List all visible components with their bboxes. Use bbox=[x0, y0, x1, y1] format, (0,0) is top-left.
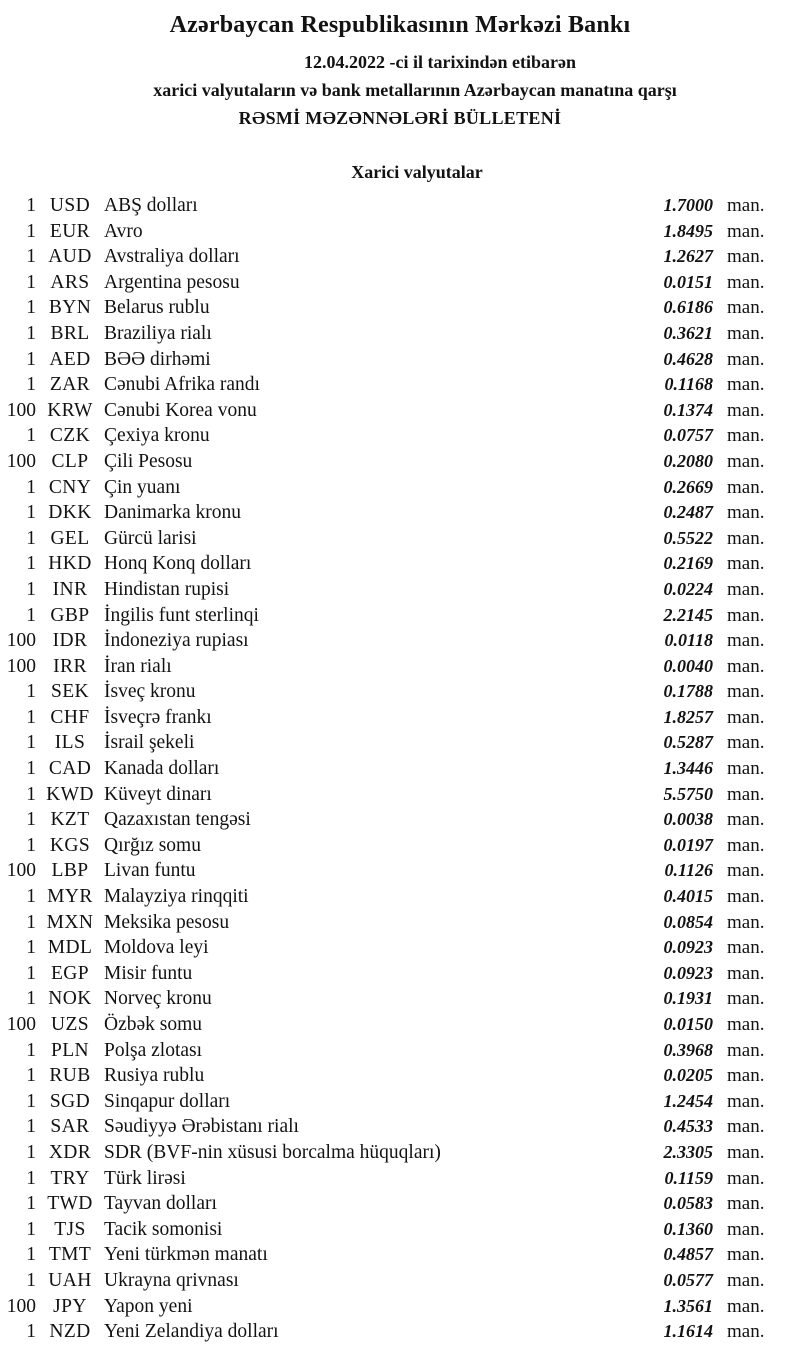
currency-quantity: 1 bbox=[26, 246, 36, 268]
currency-code: UAH bbox=[48, 1269, 92, 1291]
unit-label: man. bbox=[727, 374, 765, 396]
rate-row-twd bbox=[0, 1191, 800, 1217]
rate-value: 0.5522 bbox=[663, 527, 713, 548]
rate-value: 1.8495 bbox=[663, 220, 713, 241]
currency-name: Argentina pesosu bbox=[104, 271, 240, 293]
currency-name: Norveç kronu bbox=[104, 988, 212, 1010]
currency-quantity: 1 bbox=[26, 1141, 36, 1163]
currency-name: Qazaxıstan tengəsi bbox=[104, 809, 251, 831]
currency-name: İsveçrə frankı bbox=[104, 706, 212, 728]
rate-value: 0.1360 bbox=[663, 1218, 713, 1239]
rate-row-egp bbox=[0, 961, 800, 987]
currency-name: Rusiya rublu bbox=[104, 1065, 205, 1087]
rate-row-brl bbox=[0, 321, 800, 347]
currency-name: İsrail şekeli bbox=[104, 732, 195, 754]
rate-value: 0.0118 bbox=[664, 630, 713, 651]
currency-quantity: 100 bbox=[6, 1295, 36, 1317]
currency-code: SAR bbox=[50, 1116, 90, 1138]
currency-quantity: 1 bbox=[26, 1090, 36, 1112]
currency-code: CAD bbox=[48, 758, 92, 780]
currency-code: KZT bbox=[50, 809, 90, 831]
currency-quantity: 100 bbox=[6, 630, 36, 652]
unit-label: man. bbox=[727, 758, 765, 780]
rate-value: 1.7000 bbox=[663, 195, 713, 215]
rate-row-cad bbox=[0, 756, 800, 782]
rate-value: 0.0923 bbox=[663, 937, 713, 958]
currency-name: İran rialı bbox=[104, 655, 172, 677]
rate-value: 1.3561 bbox=[663, 1295, 713, 1316]
unit-label: man. bbox=[727, 604, 765, 626]
rate-value: 0.2669 bbox=[663, 476, 713, 497]
unit-label: man. bbox=[727, 783, 765, 805]
currency-code: ZAR bbox=[49, 374, 91, 396]
unit-label: man. bbox=[727, 1039, 765, 1061]
currency-code: IDR bbox=[52, 630, 88, 652]
currency-code: KWD bbox=[46, 783, 94, 805]
rate-row-tjs bbox=[0, 1217, 800, 1243]
currency-name: Tacik somonisi bbox=[104, 1218, 223, 1240]
unit-label: man. bbox=[727, 1090, 765, 1112]
rate-value: 5.5750 bbox=[663, 783, 713, 804]
subtitle-line: xarici valyutaların və bank metallarının Azərbaycan manatına qarşı bbox=[153, 80, 677, 100]
unit-label: man. bbox=[727, 1141, 765, 1163]
currency-code: TRY bbox=[50, 1167, 90, 1189]
rate-value: 0.3968 bbox=[663, 1039, 713, 1060]
unit-label: man. bbox=[727, 527, 765, 549]
unit-label: man. bbox=[727, 1014, 765, 1035]
currency-code: GBP bbox=[50, 604, 90, 626]
currency-code: DKK bbox=[48, 502, 92, 524]
currency-name: Çexiya kronu bbox=[104, 425, 210, 447]
currency-quantity: 1 bbox=[26, 578, 36, 600]
currency-code: JPY bbox=[53, 1295, 87, 1317]
currency-quantity: 100 bbox=[6, 1014, 36, 1035]
currency-code: IRR bbox=[53, 655, 87, 677]
unit-label: man. bbox=[727, 962, 765, 984]
currency-quantity: 1 bbox=[26, 271, 36, 293]
currency-name: Küveyt dinarı bbox=[104, 783, 212, 805]
currency-quantity: 1 bbox=[26, 1218, 36, 1240]
currency-quantity: 1 bbox=[26, 834, 36, 856]
currency-name: Hindistan rupisi bbox=[104, 578, 230, 600]
currency-code: SGD bbox=[49, 1090, 91, 1112]
currency-name: Avstraliya dolları bbox=[104, 246, 240, 268]
unit-label: man. bbox=[727, 553, 765, 575]
rate-value: 0.1374 bbox=[663, 399, 713, 420]
currency-name: Yeni Zelandiya dolları bbox=[104, 1321, 279, 1343]
currency-quantity: 100 bbox=[6, 655, 36, 677]
currency-name: Braziliya rialı bbox=[104, 322, 212, 344]
currency-quantity: 1 bbox=[26, 374, 36, 396]
currency-name: ABŞ dolları bbox=[104, 195, 198, 216]
rate-value: 0.0583 bbox=[663, 1193, 713, 1214]
currency-name: Cənubi Afrika randı bbox=[104, 374, 260, 396]
rate-value: 0.5287 bbox=[663, 732, 713, 753]
rate-value: 0.1168 bbox=[664, 374, 713, 395]
unit-label: man. bbox=[727, 732, 765, 754]
currency-name: Yapon yeni bbox=[104, 1295, 193, 1317]
currency-name: Tayvan dolları bbox=[104, 1193, 217, 1215]
unit-label: man. bbox=[727, 860, 765, 882]
currency-quantity: 1 bbox=[26, 809, 36, 831]
currency-name: SDR (BVF-nin xüsusi borcalma hüquqları) bbox=[104, 1141, 441, 1163]
currency-quantity: 1 bbox=[26, 1321, 36, 1343]
rate-row-hkd bbox=[0, 551, 800, 577]
currency-code: ILS bbox=[54, 732, 86, 754]
unit-label: man. bbox=[727, 886, 765, 908]
rate-row-uah bbox=[0, 1268, 800, 1294]
currency-name: Yeni türkmən manatı bbox=[104, 1244, 268, 1266]
rate-value: 0.3621 bbox=[663, 322, 713, 343]
rate-value: 0.0224 bbox=[663, 578, 713, 599]
unit-label: man. bbox=[727, 297, 765, 319]
currency-code: BYN bbox=[48, 297, 92, 319]
currency-name: Avro bbox=[104, 220, 143, 242]
currency-name: İngilis funt sterlinqi bbox=[104, 604, 259, 626]
rate-value: 0.0577 bbox=[663, 1269, 713, 1290]
section-title-foreign-currencies: Xarici valyutalar bbox=[351, 162, 483, 182]
currency-code: AUD bbox=[48, 246, 92, 268]
currency-name: Danimarka kronu bbox=[104, 502, 241, 524]
rate-value: 0.2169 bbox=[663, 553, 713, 574]
currency-quantity: 1 bbox=[26, 1244, 36, 1266]
rate-value: 0.0923 bbox=[663, 962, 713, 983]
rate-row-nok bbox=[0, 986, 800, 1012]
currency-code: XDR bbox=[48, 1141, 92, 1163]
rate-row-inr bbox=[0, 577, 800, 603]
rate-row-gbp bbox=[0, 603, 800, 629]
currency-code: GEL bbox=[50, 527, 90, 549]
rate-row-czk bbox=[0, 423, 800, 449]
currency-code: MXN bbox=[46, 911, 94, 933]
currency-code: CNY bbox=[48, 476, 92, 498]
unit-label: man. bbox=[727, 322, 765, 344]
currency-name: Ukrayna qrivnası bbox=[104, 1269, 239, 1291]
unit-label: man. bbox=[727, 937, 765, 959]
currency-quantity: 1 bbox=[26, 783, 36, 805]
currency-code: USD bbox=[49, 195, 91, 216]
rate-row-eur bbox=[0, 219, 800, 245]
rate-row-rub bbox=[0, 1063, 800, 1089]
rate-value: 0.1788 bbox=[663, 681, 713, 702]
rate-value: 0.0040 bbox=[663, 655, 713, 676]
currency-quantity: 1 bbox=[26, 1167, 36, 1189]
rate-value: 2.3305 bbox=[663, 1141, 713, 1162]
currency-name: Livan funtu bbox=[104, 860, 196, 882]
currency-quantity: 1 bbox=[26, 527, 36, 549]
currency-code: SEK bbox=[50, 681, 90, 703]
rate-value: 0.4015 bbox=[663, 886, 713, 907]
unit-label: man. bbox=[727, 706, 765, 728]
currency-quantity: 1 bbox=[26, 322, 36, 344]
rate-value: 2.2145 bbox=[663, 604, 713, 625]
rate-row-ils bbox=[0, 730, 800, 756]
rate-row-aud bbox=[0, 244, 800, 270]
currency-code: LBP bbox=[51, 860, 89, 882]
currency-code: EGP bbox=[50, 962, 90, 984]
currency-name: İndoneziya rupiası bbox=[104, 630, 249, 652]
rate-row-dkk bbox=[0, 500, 800, 526]
currency-code: KGS bbox=[49, 834, 91, 856]
currency-name: Qırğız somu bbox=[104, 834, 201, 856]
currency-code: NOK bbox=[48, 988, 92, 1010]
currency-code: ARS bbox=[50, 271, 90, 293]
rate-row-byn bbox=[0, 295, 800, 321]
currency-quantity: 1 bbox=[26, 425, 36, 447]
unit-label: man. bbox=[727, 655, 765, 677]
currency-quantity: 1 bbox=[26, 476, 36, 498]
currency-quantity: 1 bbox=[26, 502, 36, 524]
currency-name: Malayziya rinqqiti bbox=[104, 886, 249, 908]
rate-value: 0.2487 bbox=[663, 502, 713, 523]
currency-code: TWD bbox=[47, 1193, 93, 1215]
currency-quantity: 1 bbox=[26, 732, 36, 754]
unit-label: man. bbox=[727, 911, 765, 933]
currency-name: Kanada dolları bbox=[104, 758, 220, 780]
rate-value: 0.1931 bbox=[663, 988, 713, 1009]
rate-value: 0.4533 bbox=[663, 1116, 713, 1137]
rate-value: 0.4857 bbox=[663, 1244, 713, 1265]
currency-code: MYR bbox=[47, 886, 93, 908]
currency-quantity: 1 bbox=[26, 1193, 36, 1215]
rate-row-lbp bbox=[0, 858, 800, 884]
currency-name: Özbək somu bbox=[104, 1014, 203, 1035]
currency-name: Misir funtu bbox=[104, 962, 193, 984]
rate-row-chf bbox=[0, 705, 800, 731]
currency-code: EUR bbox=[49, 220, 91, 242]
unit-label: man. bbox=[727, 502, 765, 524]
currency-quantity: 1 bbox=[26, 706, 36, 728]
unit-label: man. bbox=[727, 578, 765, 600]
rate-row-xdr bbox=[0, 1140, 800, 1166]
rate-row-kgs bbox=[0, 833, 800, 859]
unit-label: man. bbox=[727, 1193, 765, 1215]
exchange-rates-table bbox=[0, 193, 800, 1345]
unit-label: man. bbox=[727, 1244, 765, 1266]
currency-code: PLN bbox=[50, 1039, 90, 1061]
rate-row-nzd bbox=[0, 1319, 800, 1345]
currency-quantity: 1 bbox=[26, 1065, 36, 1087]
currency-quantity: 1 bbox=[26, 1039, 36, 1061]
currency-name: Səudiyyə Ərəbistanı rialı bbox=[104, 1116, 299, 1138]
currency-quantity: 1 bbox=[26, 758, 36, 780]
currency-code: TJS bbox=[54, 1218, 86, 1240]
currency-code: UZS bbox=[50, 1014, 90, 1035]
rate-value: 0.4628 bbox=[663, 348, 713, 369]
unit-label: man. bbox=[727, 988, 765, 1010]
currency-code: MDL bbox=[47, 937, 93, 959]
currency-name: BƏƏ dirhəmi bbox=[104, 348, 211, 370]
rate-value: 0.6186 bbox=[663, 297, 713, 318]
rate-row-krw bbox=[0, 398, 800, 424]
rate-value: 1.3446 bbox=[663, 758, 713, 779]
unit-label: man. bbox=[727, 630, 765, 652]
rate-row-idr bbox=[0, 628, 800, 654]
rate-value: 0.1126 bbox=[664, 860, 713, 881]
currency-name: Meksika pesosu bbox=[104, 911, 230, 933]
unit-label: man. bbox=[727, 348, 765, 370]
bulletin-header bbox=[0, 0, 800, 132]
rate-row-usd bbox=[0, 193, 800, 219]
rate-value: 0.1159 bbox=[664, 1167, 713, 1188]
rate-row-jpy bbox=[0, 1294, 800, 1320]
currency-quantity: 1 bbox=[26, 1269, 36, 1291]
currency-code: BRL bbox=[50, 322, 90, 344]
rate-value: 0.0197 bbox=[663, 834, 713, 855]
currency-code: INR bbox=[52, 578, 88, 600]
currency-code: NZD bbox=[49, 1321, 91, 1343]
currency-quantity: 1 bbox=[26, 937, 36, 959]
rate-row-mdl bbox=[0, 935, 800, 961]
unit-label: man. bbox=[727, 834, 765, 856]
currency-quantity: 1 bbox=[26, 911, 36, 933]
currency-quantity: 1 bbox=[26, 220, 36, 242]
unit-label: man. bbox=[727, 681, 765, 703]
currency-name: Moldova leyi bbox=[104, 937, 209, 959]
currency-quantity: 1 bbox=[26, 195, 36, 216]
currency-name: Cənubi Korea vonu bbox=[104, 399, 257, 421]
currency-name: Çin yuanı bbox=[104, 476, 181, 498]
currency-name: Polşa zlotası bbox=[104, 1039, 203, 1061]
rate-row-myr bbox=[0, 884, 800, 910]
unit-label: man. bbox=[727, 246, 765, 268]
currency-name: Türk lirəsi bbox=[104, 1167, 186, 1189]
currency-quantity: 1 bbox=[26, 962, 36, 984]
currency-quantity: 1 bbox=[26, 886, 36, 908]
unit-label: man. bbox=[727, 1116, 765, 1138]
currency-code: KRW bbox=[47, 399, 93, 421]
currency-code: RUB bbox=[49, 1065, 91, 1087]
rate-row-pln bbox=[0, 1038, 800, 1064]
rate-row-gel bbox=[0, 526, 800, 552]
unit-label: man. bbox=[727, 271, 765, 293]
unit-label: man. bbox=[727, 1218, 765, 1240]
unit-label: man. bbox=[727, 1065, 765, 1087]
currency-code: HKD bbox=[48, 553, 92, 575]
currency-quantity: 1 bbox=[26, 604, 36, 626]
rate-value: 0.0757 bbox=[663, 425, 713, 446]
unit-label: man. bbox=[727, 450, 765, 472]
rate-value: 0.0150 bbox=[663, 1014, 713, 1034]
rate-value: 0.0151 bbox=[663, 271, 713, 292]
currency-code: TMT bbox=[48, 1244, 92, 1266]
rate-row-ars bbox=[0, 270, 800, 296]
rate-row-irr bbox=[0, 654, 800, 680]
currency-quantity: 1 bbox=[26, 1116, 36, 1138]
currency-quantity: 100 bbox=[6, 860, 36, 882]
rate-value: 0.0038 bbox=[663, 809, 713, 830]
rate-value: 1.1614 bbox=[663, 1321, 713, 1342]
currency-name: Gürcü larisi bbox=[104, 527, 197, 549]
rate-value: 1.2454 bbox=[663, 1090, 713, 1111]
currency-name: İsveç kronu bbox=[104, 681, 196, 703]
unit-label: man. bbox=[727, 1167, 765, 1189]
currency-name: Sinqapur dolları bbox=[104, 1090, 231, 1112]
unit-label: man. bbox=[727, 1321, 765, 1343]
currency-name: Çili Pesosu bbox=[104, 450, 193, 472]
effective-date-line: 12.04.2022 -ci il tarixindən etibarən bbox=[304, 52, 576, 72]
currency-name: Belarus rublu bbox=[104, 297, 210, 319]
currency-name: Honq Konq dolları bbox=[104, 553, 252, 575]
unit-label: man. bbox=[727, 399, 765, 421]
rate-value: 1.8257 bbox=[663, 706, 713, 727]
rate-row-zar bbox=[0, 372, 800, 398]
rate-row-kzt bbox=[0, 807, 800, 833]
rate-row-sek bbox=[0, 679, 800, 705]
rate-row-tmt bbox=[0, 1242, 800, 1268]
rate-row-try bbox=[0, 1166, 800, 1192]
unit-label: man. bbox=[727, 1269, 765, 1291]
rate-row-mxn bbox=[0, 910, 800, 936]
rate-row-sgd bbox=[0, 1089, 800, 1115]
rate-value: 1.2627 bbox=[663, 246, 713, 267]
rate-row-aed bbox=[0, 347, 800, 373]
currency-quantity: 100 bbox=[6, 450, 36, 472]
rate-row-uzs bbox=[0, 1012, 800, 1038]
currency-code: AED bbox=[49, 348, 91, 370]
rate-value: 0.0205 bbox=[663, 1065, 713, 1086]
rate-value: 0.2080 bbox=[663, 450, 713, 471]
currency-quantity: 1 bbox=[26, 988, 36, 1010]
rate-row-clp bbox=[0, 449, 800, 475]
rate-row-sar bbox=[0, 1114, 800, 1140]
currency-quantity: 1 bbox=[26, 553, 36, 575]
currency-code: CLP bbox=[51, 450, 89, 472]
rate-row-kwd bbox=[0, 782, 800, 808]
unit-label: man. bbox=[727, 195, 765, 216]
bank-name-title: Azərbaycan Respublikasının Mərkəzi Bankı bbox=[169, 12, 631, 38]
unit-label: man. bbox=[727, 425, 765, 447]
currency-code: CHF bbox=[50, 706, 90, 728]
unit-label: man. bbox=[727, 220, 765, 242]
unit-label: man. bbox=[727, 476, 765, 498]
currency-quantity: 1 bbox=[26, 297, 36, 319]
rate-value: 0.0854 bbox=[663, 911, 713, 932]
bulletin-title: RƏSMİ MƏZƏNNƏLƏRİ BÜLLETENİ bbox=[238, 108, 562, 128]
currency-quantity: 1 bbox=[26, 681, 36, 703]
currency-quantity: 1 bbox=[26, 348, 36, 370]
unit-label: man. bbox=[727, 1295, 765, 1317]
rate-row-cny bbox=[0, 475, 800, 501]
unit-label: man. bbox=[727, 809, 765, 831]
currency-quantity: 100 bbox=[6, 399, 36, 421]
currency-code: CZK bbox=[49, 425, 91, 447]
